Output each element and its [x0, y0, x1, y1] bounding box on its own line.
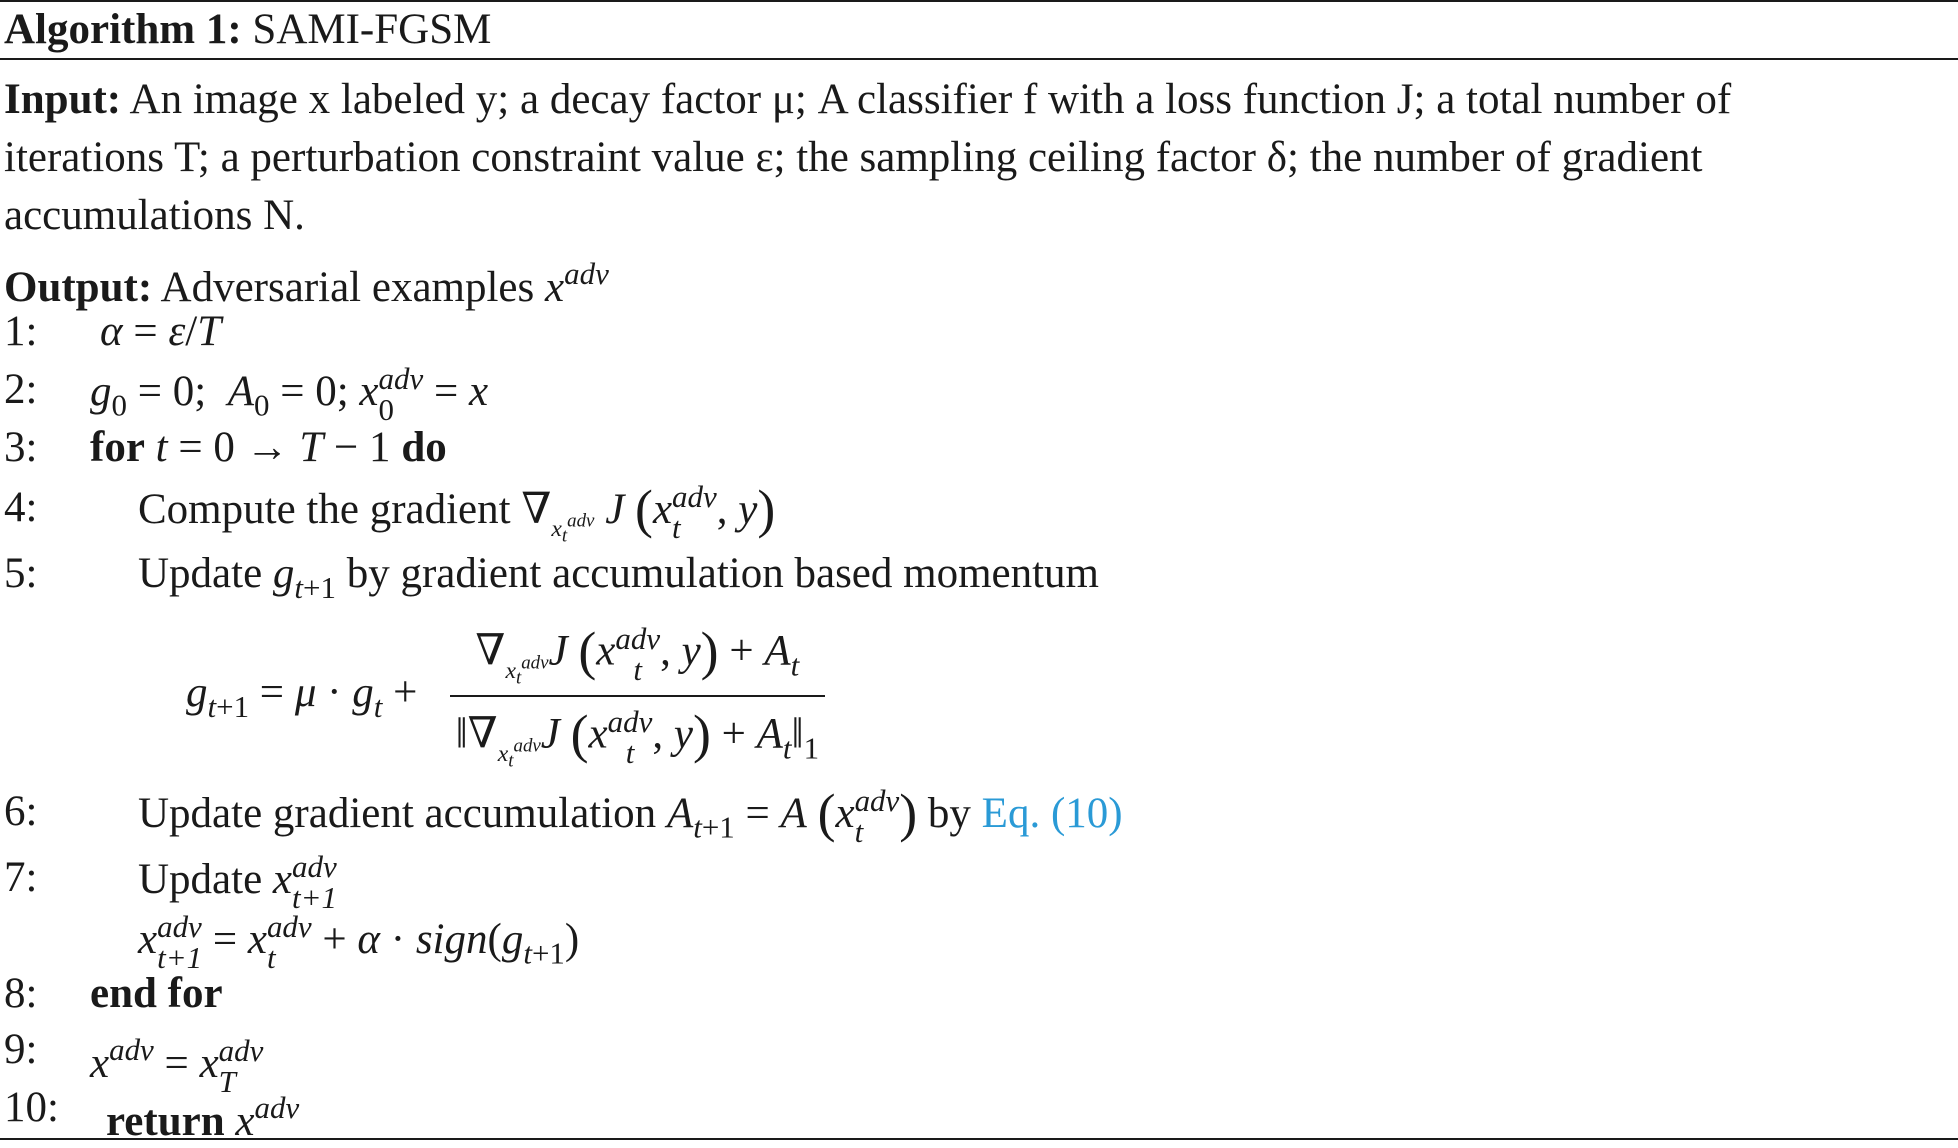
input-line-2 — [4, 132, 1703, 184]
algorithm-name: SAMI-FGSM — [252, 6, 492, 53]
step-6-text: Update gradient accumulation $A_{t+1} = A$ (x adv t ) by Eq. (10) — [138, 783, 1123, 849]
equation-10-link[interactable]: Eq. (10) — [981, 789, 1123, 837]
step-5-number: 5: — [4, 550, 38, 597]
step-2-formula: $g_0 = 0$; $A_0 = 0$; x adv 0 = x — [90, 361, 489, 427]
step-3-number: 3: — [4, 424, 38, 471]
output-line — [4, 248, 609, 314]
input-text-3: accumulations N. — [4, 192, 305, 239]
return-keyword: return — [106, 1098, 225, 1146]
momentum-formula: $g_{t+1} = \mu \cdot g_t$ + $\nabla_{x_t^{adv}}J$ (x adv t , $y) + A_t$ $‖\nabla_{x_t^{adv}}J$ (x adv t , $y) + A_t‖_1$ — [186, 620, 825, 773]
step-8-endfor — [90, 968, 223, 1020]
input-label: Input: — [4, 76, 122, 123]
step-7-number: 7: — [4, 854, 38, 901]
step-8-number: 8: — [4, 970, 38, 1017]
step-9-number: 9: — [4, 1026, 38, 1073]
step-1-number: 1: — [4, 308, 38, 355]
input-line-1 — [4, 74, 1731, 126]
output-text: Adversarial examples $x^{adv}$ — [160, 256, 609, 312]
input-text-1: An image x labeled y; a decay factor μ; A classifier f with a loss function J; a total number of — [129, 76, 1732, 123]
end-for-keyword: end for — [90, 970, 223, 1017]
input-text-2: iterations T; a perturbation constraint value ε; the sampling ceiling factor δ; the number of gradient — [4, 134, 1703, 181]
for-keyword: for — [90, 424, 145, 471]
step-6-number: 6: — [4, 788, 38, 835]
output-label: Output: — [4, 264, 153, 312]
step-2-number: 2: — [4, 366, 38, 413]
step-10-number: 10: — [4, 1084, 59, 1131]
step-1-formula: α = ε/T — [100, 308, 222, 355]
do-keyword: do — [401, 424, 447, 471]
momentum-fraction: $\nabla_{x_t^{adv}}J$ (x adv t , $y) + A_t$ $‖\nabla_{x_t^{adv}}J$ (x adv t , $y) + A_t‖_1$ — [450, 620, 825, 773]
step-5-text: Update $g_{t+1}$ by gradient accumulation based momentum — [138, 550, 1100, 605]
step-4-text: Compute the gradient $\nabla_{x_t^{adv}}$ J (x adv t , y) — [138, 479, 776, 547]
step-7-formula: x adv t+1 = x adv t + $\alpha \cdot sign(g_{t+1})$ — [138, 909, 580, 975]
input-line-3 — [4, 190, 305, 242]
algorithm-header — [4, 4, 491, 56]
step-4-number: 4: — [4, 484, 38, 531]
algorithm-label: Algorithm 1: — [4, 6, 242, 53]
header-rule — [0, 58, 1958, 60]
step-7-text: Update x adv t+1 — [138, 849, 337, 915]
step-9-formula: $x^{adv} = x$ adv T — [90, 1032, 264, 1100]
top-rule — [0, 0, 1958, 2]
step-3-loop: for t = 0 → T − 1 do — [90, 424, 447, 471]
step-10-return: return $x^{adv}$ — [106, 1090, 300, 1146]
